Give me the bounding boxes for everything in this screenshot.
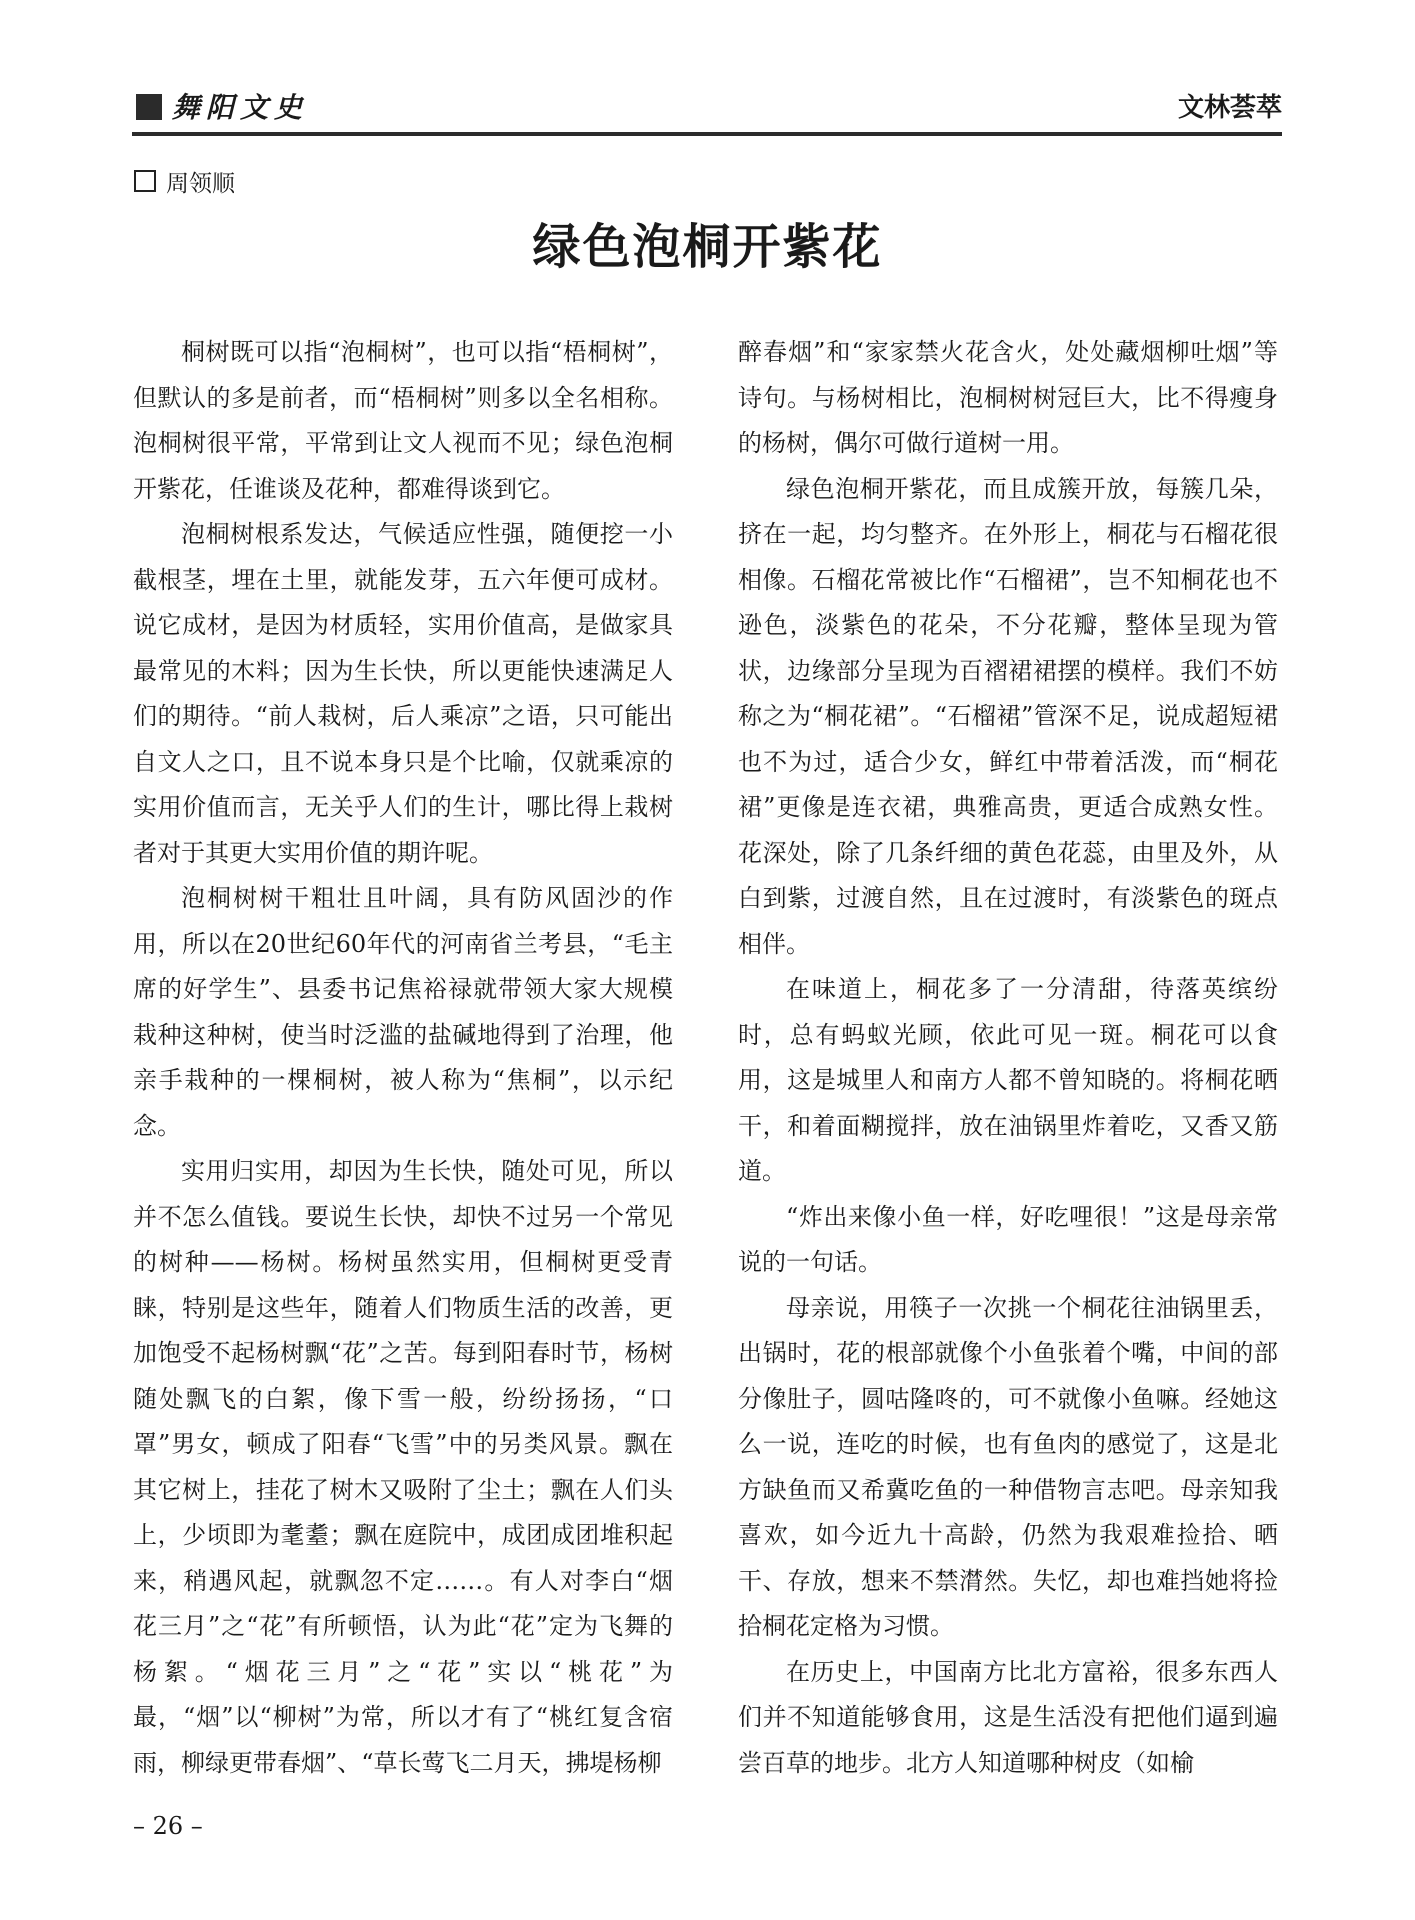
header-rule [132, 132, 1282, 136]
paragraph: 实用归实用，却因为生长快，随处可见，所以并不怎么值钱。要说生长快，却快不过另一个常见的树种——杨树。杨树虽然实用，但桐树更受青睐，特别是这些年，随着人们物质生活的改善，更加饱受不起杨树飘“花”之苦。每到阳春时节，杨树随处飘飞的白絮，像下雪一般，纷纷扬扬，“口罩”男女，顿成了阳春“飞雪”中的另类风景。飘在其它树上，挂花了树木又吸附了尘土；飘在人们头上，少顷即为耄耋；飘在庭院中，成团成团堆积起来，稍遇风起，就飘忽不定……。有人对李白“烟花三月”之“花”有所顿悟，认为此“花”定为飞舞的杨絮。“烟花三月”之“花”实以“桃花”为最，“烟”以“柳树”为常，所以才有了“桃红复含宿雨，柳绿更带春烟”、“草长莺飞二月天，拂堤杨柳 [133, 1157, 673, 1777]
paragraph: 母亲说，用筷子一次挑一个桐花往油锅里丢，出锅时，花的根部就像个小鱼张着个嘴，中间的部分像肚子，圆咕隆咚的，可不就像小鱼嘛。经她这么一说，连吃的时候，也有鱼肉的感觉了，这是北方缺鱼而又希冀吃鱼的一种借物言志吧。母亲知我喜欢，如今近九十高龄，仍然为我艰难捡拾、晒干、存放，想来不禁潸然。失忆，却也难挡她将捡拾桐花定格为习惯。 [738, 1293, 1278, 1640]
paragraph: 桐树既可以指“泡桐树”，也可以指“梧桐树”，但默认的多是前者，而“梧桐树”则多以全名相称。泡桐树很平常，平常到让文人视而不见；绿色泡桐开紫花，任谁谈及花种，都难得谈到它。 [133, 338, 673, 503]
paragraph: 绿色泡桐开紫花，而且成簇开放，每簇几朵，挤在一起，均匀整齐。在外形上，桐花与石榴花很相像。石榴花常被比作“石榴裙”，岂不知桐花也不逊色，淡紫色的花朵，不分花瓣，整体呈现为管状，边缘部分呈现为百褶裙裙摆的模样。我们不妨称之为“桐花裙”。“石榴裙”管深不足，说成超短裙也不为过，适合少女，鲜红中带着活泼，而“桐花裙”更像是连衣裙，典雅高贵，更适合成熟女性。花深处，除了几条纤细的黄色花蕊，由里及外，从白到紫，过渡自然，且在过渡时，有淡紫色的斑点相伴。 [738, 474, 1278, 958]
paragraph: 泡桐树根系发达，气候适应性强，随便挖一小截根茎，埋在土里，就能发芽，五六年便可成材。说它成材，是因为材质轻，实用价值高，是做家具最常见的木料；因为生长快，所以更能快速满足人们的期待。“前人栽树，后人乘凉”之语，只可能出自文人之口，且不说本身只是个比喻，仅就乘凉的实用价值而言，无关乎人们的生计，哪比得上栽树者对于其更大实用价值的期许呢。 [133, 520, 673, 867]
page-number: – 26 – [133, 1812, 203, 1840]
author-name: 周领顺 [166, 170, 235, 197]
right-column [738, 330, 1278, 1786]
author-box-icon [134, 170, 156, 192]
paragraph: “炸出来像小鱼一样，好吃哩很！”这是母亲常说的一句话。 [738, 1202, 1278, 1276]
page-header [132, 88, 1282, 132]
article-title: 绿色泡桐开紫花 [532, 219, 883, 275]
author-line [134, 166, 235, 196]
paragraph: 在历史上，中国南方比北方富裕，很多东西人们并不知道能够食用，这是生活没有把他们逼到遍尝百草的地步。北方人知道哪种树皮（如榆 [738, 1657, 1278, 1777]
section-name: 文林荟萃 [1177, 93, 1282, 123]
left-column [133, 330, 673, 1786]
paragraph-continuation: 醉春烟”和“家家禁火花含火，处处藏烟柳吐烟”等诗句。与杨树相比，泡桐树树冠巨大，比不得瘦身的杨树，偶尔可做行道树一用。 [738, 338, 1278, 457]
paragraph: 泡桐树树干粗壮且叶阔，具有防风固沙的作用，所以在20世纪60年代的河南省兰考县，“毛主席的好学生”、县委书记焦裕禄就带领大家大规模栽种这种树，使当时泛滥的盐碱地得到了治理，他亲手栽种的一棵桐树，被人称为“焦桐”，以示纪念。 [133, 884, 673, 1140]
header-square-icon [136, 94, 162, 120]
journal-name: 舞阳文史 [172, 91, 309, 124]
paragraph: 在味道上，桐花多了一分清甜，待落英缤纷时，总有蚂蚁光顾，依此可见一斑。桐花可以食用，这是城里人和南方人都不曾知晓的。将桐花晒干，和着面糊搅拌，放在油锅里炸着吃，又香又筋道。 [738, 975, 1278, 1185]
